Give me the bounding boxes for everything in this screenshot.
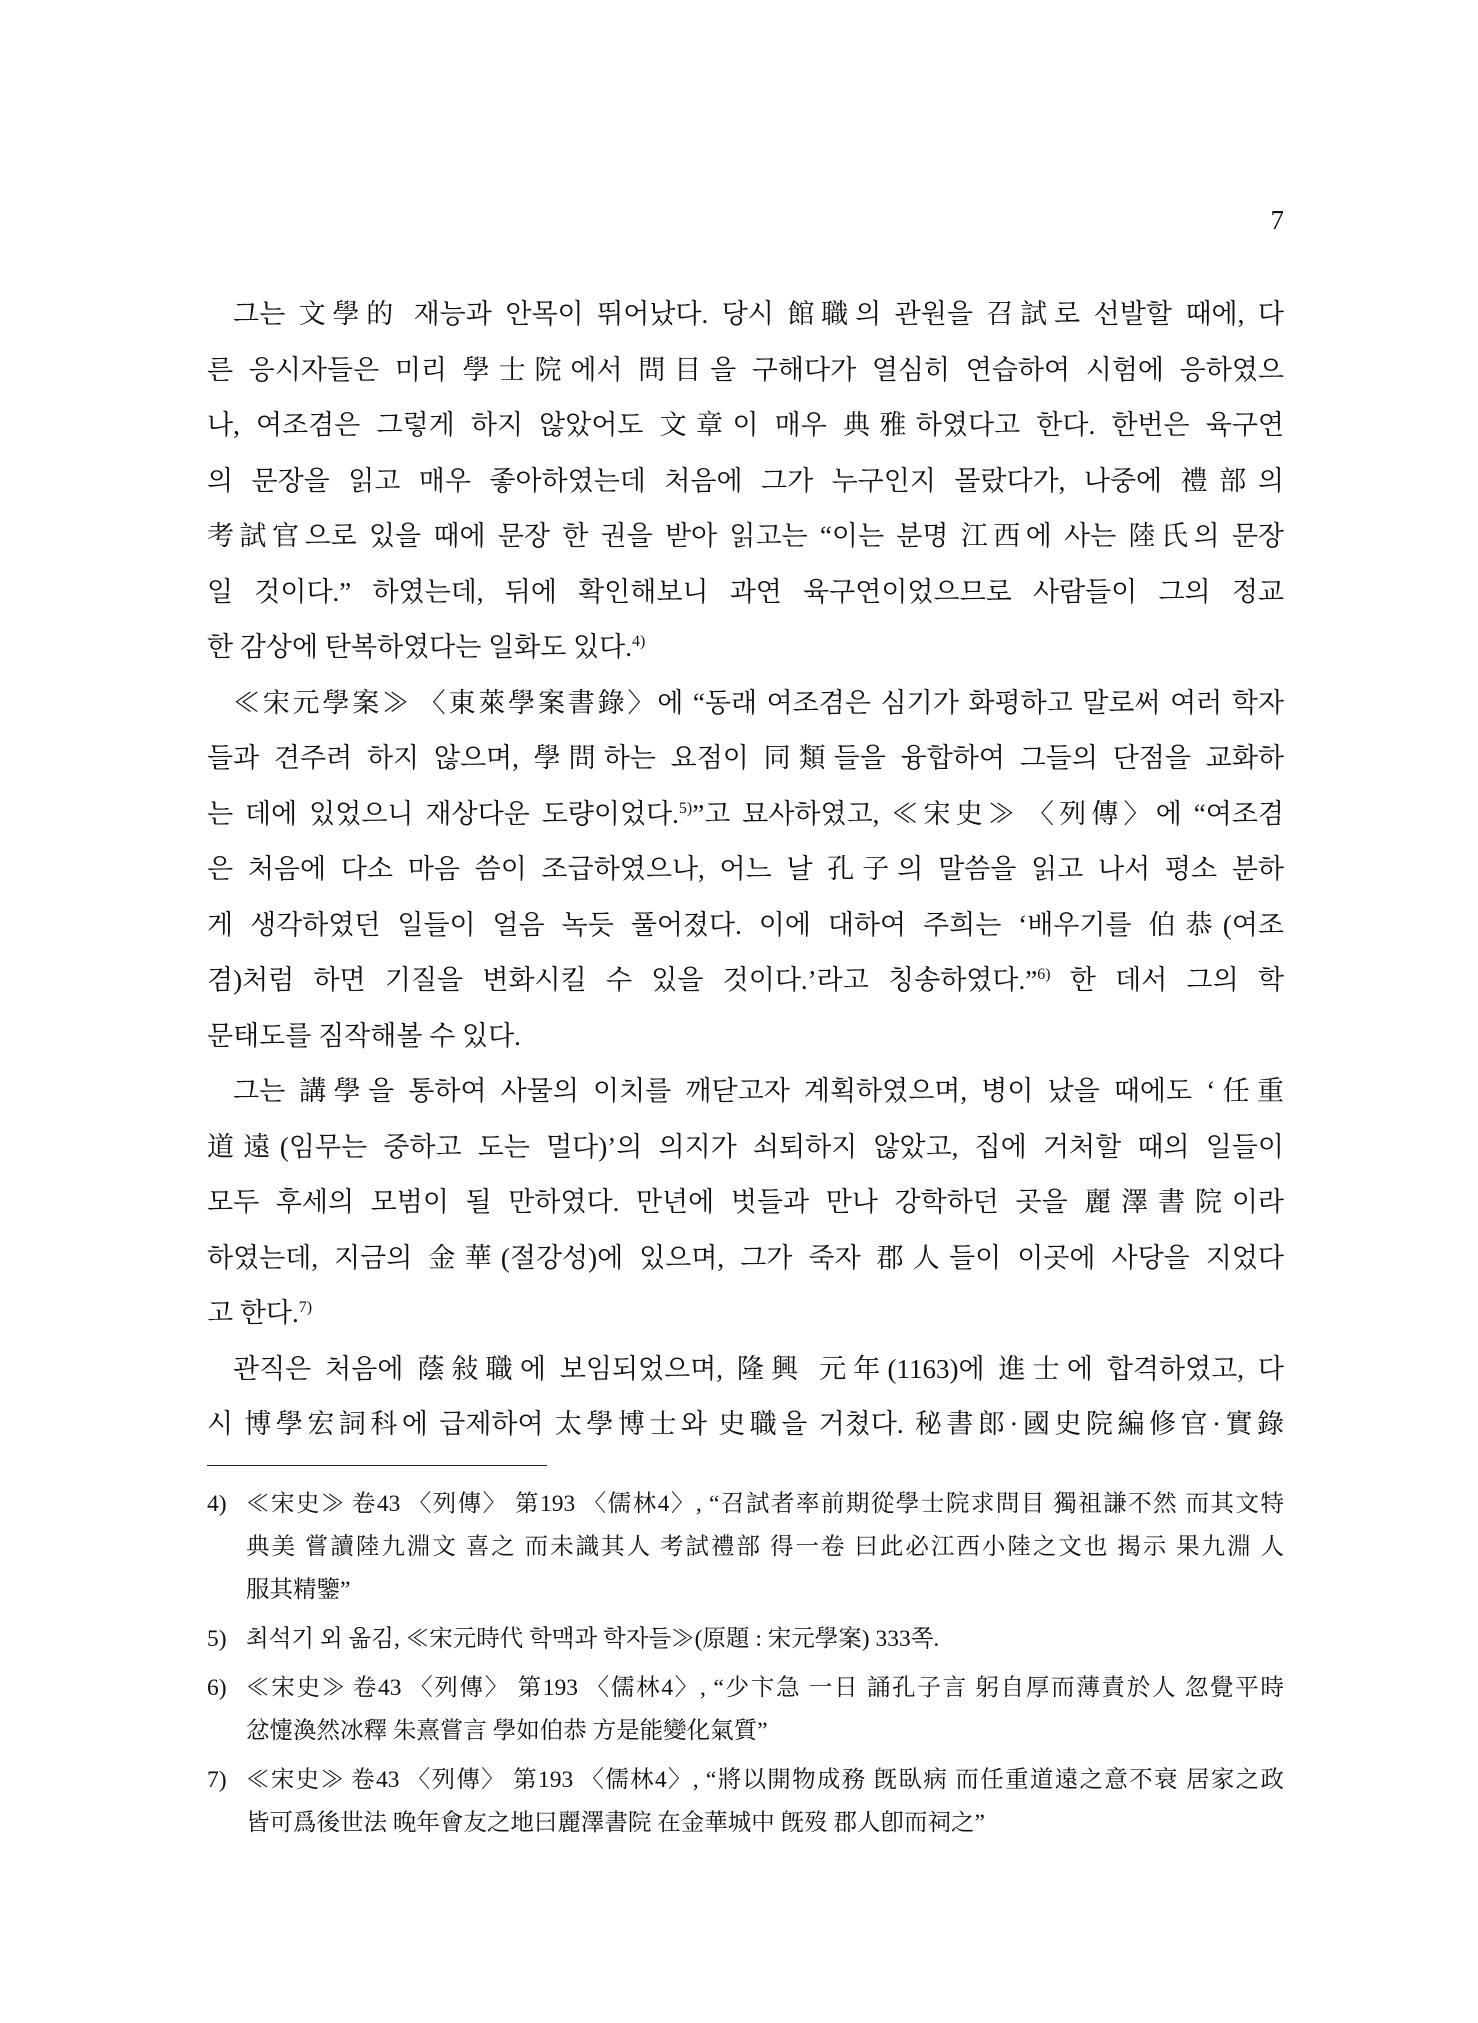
footnote-marker: 7) — [207, 1767, 227, 1793]
footnote-marker: 5) — [207, 1626, 227, 1652]
body-text — [207, 287, 1284, 1453]
line-text: 한 데서 그의 학 — [1050, 965, 1285, 995]
line-text: ”고 묘사하였고, ≪宋史≫ 〈列傳〉에 “여조겸 — [692, 798, 1285, 829]
footnote — [207, 1483, 1284, 1612]
text-line: 모두 후세의 모범이 될 만하였다. 만년에 벗들과 만나 강학하던 곳을 麗澤書院이라 — [207, 1187, 1284, 1217]
footnote-line: ≪宋史≫ 卷43 〈列傳〉 第193 〈儒林4〉, “將以開物成務 旣臥病 而任重道遠之意不衰 居家之政 — [246, 1767, 1284, 1793]
footnote-text — [246, 1483, 1284, 1612]
footnote-line: 최석기 외 옮김, ≪宋元時代 학맥과 학자들≫(原題 : 宋元學案) 333쪽. — [246, 1626, 940, 1652]
text-line — [207, 953, 1284, 1009]
text-line: 은 처음에 다소 마음 씀이 조급하였으나, 어느 날 孔子의 말씀을 읽고 나서 평소 분하 — [207, 854, 1284, 884]
page-number: 7 — [1270, 205, 1284, 235]
footnote-ref: 4) — [631, 633, 646, 650]
text-line: 道遠(임무는 중하고 도는 멀다)’의 의지가 쇠퇴하지 않았고, 집에 거처할 때의 일들이 — [207, 1131, 1284, 1162]
footnote-ref: 7) — [298, 1299, 313, 1316]
text-line: 관직은 처음에 蔭敍職에 보임되었으며, 隆興 元年(1163)에 進士에 합격하였고, 다 — [233, 1353, 1284, 1384]
footnote-line: ≪宋史≫ 卷43 〈列傳〉 第193 〈儒林4〉, “召試者率前期從學士院求問目 獨祖謙不然 而其文特 — [246, 1491, 1284, 1517]
text-line: 의 문장을 읽고 매우 좋아하였는데 처음에 그가 누구인지 몰랐다가, 나중에 禮部의 — [207, 465, 1284, 496]
footnote-text — [246, 1667, 1284, 1753]
footnote-line: 皆可爲後世法 晚年會友之地曰麗澤書院 在金華城中 旣歿 郡人卽而祠之” — [246, 1810, 985, 1836]
footnote — [207, 1759, 1284, 1845]
footnote-line: ≪宋史≫ 卷43 〈列傳〉 第193 〈儒林4〉, “少卞急 一日 誦孔子言 躬自厚而薄責於人 忽覺平時 — [246, 1675, 1284, 1701]
footnotes — [207, 1483, 1284, 1851]
text-line: 들과 견주려 하지 않으며, 學問하는 요점이 同類들을 융합하여 그들의 단점을 교화하 — [207, 743, 1284, 773]
footnote-line: 服其精鑒” — [246, 1577, 351, 1603]
footnote-ref: 6) — [1037, 966, 1051, 983]
footnote-marker: 4) — [207, 1491, 227, 1517]
text-line: ≪宋元學案≫ 〈東萊學案書錄〉에 “동래 여조겸은 심기가 화평하고 말로써 여러 학자 — [233, 687, 1284, 718]
text-line: 문태도를 짐작해볼 수 있다. — [207, 1020, 521, 1051]
paragraph — [207, 287, 1284, 676]
text-line — [207, 620, 1284, 676]
text-line: 그는 講學을 통하여 사물의 이치를 깨닫고자 계획하였으며, 병이 났을 때에도 ‘任重 — [233, 1076, 1284, 1106]
footnote-text — [246, 1618, 1284, 1661]
footnote-line: 典美 嘗讀陸九淵文 喜之 而未識其人 考試禮部 得一卷 曰此必江西小陸之文也 揭示 果九淵 人 — [246, 1534, 1284, 1560]
footnote-ref: 5) — [678, 799, 693, 817]
footnote — [207, 1667, 1284, 1753]
line-text: 고 한다. — [207, 1298, 299, 1328]
line-text: 는 데에 있었으니 재상다운 도량이었다. — [207, 798, 679, 829]
text-line: 考試官으로 있을 때에 문장 한 권을 받아 읽고는 “이는 분명 江西에 사는 陸氏의 문장 — [207, 521, 1284, 551]
text-line: 른 응시자들은 미리 學士院에서 問目을 구해다가 열심히 연습하여 시험에 응하였으 — [207, 354, 1284, 385]
line-text: 한 감상에 탄복하였다는 일화도 있다. — [207, 632, 632, 662]
footnote-line: 忿懥渙然冰釋 朱熹嘗言 學如伯恭 方是能變化氣質” — [246, 1718, 768, 1744]
text-line: 일 것이다.” 하였는데, 뒤에 확인해보니 과연 육구연이었으므로 사람들이 그의 정교 — [207, 576, 1284, 607]
text-line — [207, 787, 1284, 843]
line-text: 겸)처럼 하면 기질을 변화시킬 수 있을 것이다.’라고 칭송하였다.” — [207, 965, 1038, 995]
footnote-text — [246, 1759, 1284, 1845]
paragraph — [207, 1342, 1284, 1453]
text-line: 그는 文學的 재능과 안목이 뛰어났다. 당시 館職의 관원을 召試로 선발할 때에, 다 — [233, 299, 1284, 329]
paragraph — [207, 676, 1284, 1065]
footnote — [207, 1618, 1284, 1661]
text-line: 게 생각하였던 일들이 얼음 녹듯 풀어졌다. 이에 대하여 주희는 ‘배우기를 伯恭(여조 — [207, 909, 1284, 940]
footnote-marker: 6) — [207, 1675, 227, 1701]
text-line — [207, 1286, 1284, 1342]
text-line: 시 博學宏詞科에 급제하여 太學博士와 史職을 거쳤다. 秘書郎·國史院編修官·實錄 — [207, 1409, 1284, 1439]
footnote-separator — [207, 1465, 547, 1466]
text-line: 나, 여조겸은 그렇게 하지 않았어도 文章이 매우 典雅하였다고 한다. 한번은 육구연 — [207, 410, 1284, 440]
paragraph — [207, 1064, 1284, 1342]
text-line: 하였는데, 지금의 金華(절강성)에 있으며, 그가 죽자 郡人들이 이곳에 사당을 지었다 — [207, 1242, 1284, 1273]
